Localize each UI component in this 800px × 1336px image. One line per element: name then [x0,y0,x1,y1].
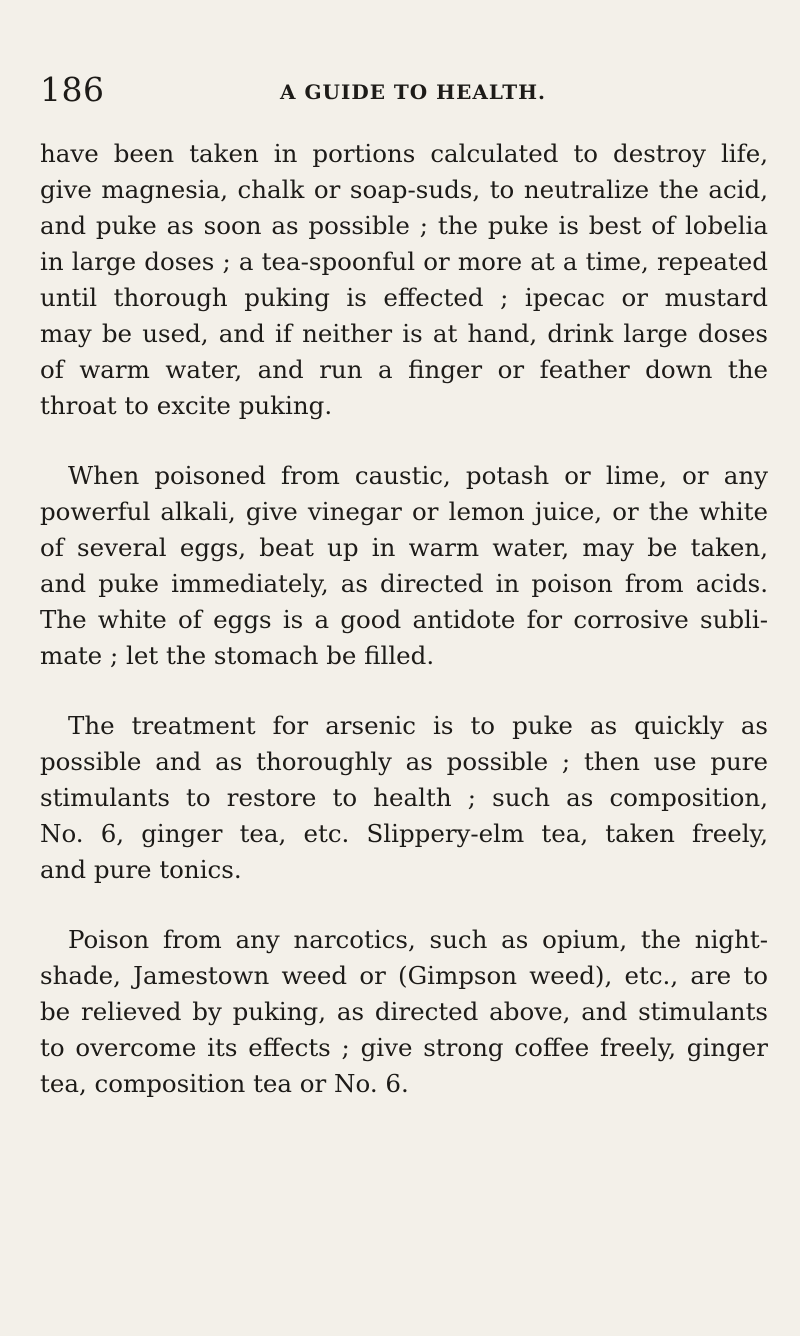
text-line: and puke as soon as possible ; the puke is best of lobelia [40,211,768,240]
text-line: No. 6, ginger tea, etc. Slippery-elm tea, taken freely, [40,819,768,848]
text-line: powerful alkali, give vinegar or lemon juice, or the white [40,497,768,526]
text-line: give magnesia, chalk or soap-suds, to neutralize the acid, [40,175,768,204]
text-line: of warm water, and run a finger or feather down the [40,355,768,384]
running-head [40,70,760,120]
text-line: When poisoned from caustic, potash or lime, or any [68,461,768,490]
paragraph-narcotics [40,922,768,1102]
body-text [40,136,768,1136]
running-title: A GUIDE TO HEALTH. [280,80,547,104]
paragraph-poison-acids [40,136,768,424]
text-line: be relieved by puking, as directed above, and stimulants [40,997,768,1026]
text-line: have been taken in portions calculated to destroy life, [40,139,768,168]
text-line: shade, Jamestown weed or (Gimpson weed), etc., are to [40,961,768,990]
paragraph-caustic-alkali [40,458,768,674]
text-line: of several eggs, beat up in warm water, may be taken, [40,533,768,562]
text-line: in large doses ; a tea-spoonful or more at a time, repeated [40,247,768,276]
text-line: Poison from any narcotics, such as opium, the night- [68,925,768,954]
text-line: The treatment for arsenic is to puke as quickly as [68,711,768,740]
text-line: until thorough puking is effected ; ipecac or mustard [40,283,768,312]
text-line: tea, composition tea or No. 6. [40,1069,409,1098]
text-line: and puke immediately, as directed in poison from acids. [40,569,768,598]
page-number: 186 [40,70,105,109]
text-line: mate ; let the stomach be filled. [40,641,435,670]
text-line: throat to excite puking. [40,391,333,420]
text-line: stimulants to restore to health ; such as composition, [40,783,768,812]
paragraph-arsenic [40,708,768,888]
text-line: and pure tonics. [40,855,242,884]
text-line: may be used, and if neither is at hand, drink large doses [40,319,768,348]
text-line: The white of eggs is a good antidote for corrosive subli- [40,605,768,634]
text-line: possible and as thoroughly as possible ; then use pure [40,747,768,776]
text-line: to overcome its effects ; give strong coffee freely, ginger [40,1033,768,1062]
